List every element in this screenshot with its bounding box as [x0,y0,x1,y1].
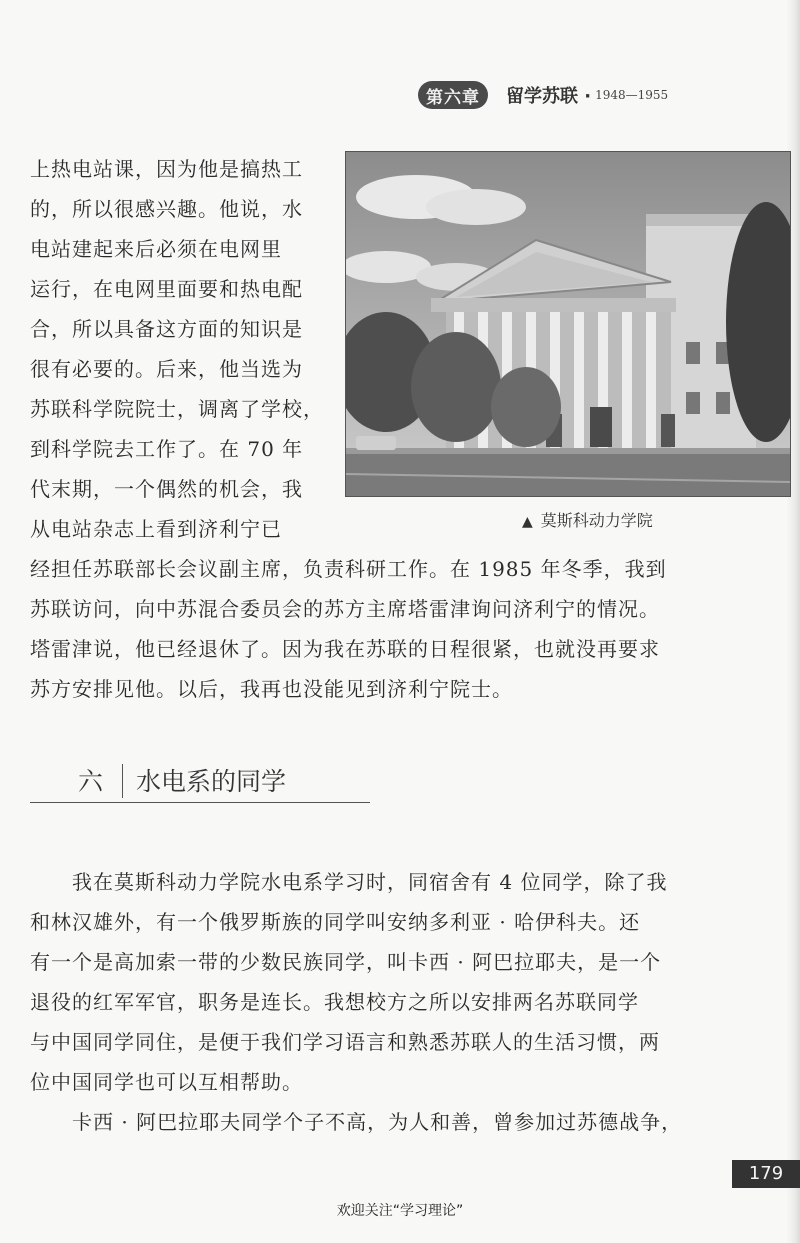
text-line: 苏方安排见他。以后，我再也没能见到济利宁院士。 [30,677,513,701]
text-line: 的，所以很感兴趣。他说，水 [30,197,303,221]
text-line: 和林汉雄外，有一个俄罗斯族的同学叫安纳多利亚 · 哈伊科夫。还 [30,910,641,934]
section-heading [30,760,370,804]
page-number: 179 [732,1160,800,1188]
text-line: 上热电站课，因为他是搞热工 [30,157,303,181]
text-line: 塔雷津说，他已经退休了。因为我在苏联的日程很紧，也就没再要求 [30,637,660,661]
text-line: 合，所以具备这方面的知识是 [30,317,303,341]
text-line: 电站建起来后必须在电网里 [30,237,282,261]
text-line: 有一个是高加索一带的少数民族同学，叫卡西 · 阿巴拉耶夫，是一个 [30,950,662,974]
triangle-icon: ▲ [522,514,533,530]
text-line: 卡西 · 阿巴拉耶夫同学个子不高，为人和善，曾参加过苏德战争， [72,1110,683,1134]
section-title: 水电系的同学 [136,767,287,796]
text-line: 与中国同学同住，是便于我们学习语言和熟悉苏联人的生活习惯，两 [30,1030,660,1054]
footer-text: 欢迎关注“学习理论” [336,1203,464,1219]
section-underline [30,802,370,803]
text-line: 代末期，一个偶然的机会，我 [30,477,303,501]
running-header [418,78,668,112]
section-divider [122,764,123,798]
paragraph-1-side [30,149,335,549]
paragraph-1-full [30,549,750,709]
text-line: 很有必要的。后来，他当选为 [30,357,303,381]
building-photo [345,151,791,497]
text-line: 经担任苏联部长会议副主席，负责科研工作。在 1985 年冬季，我到 [30,557,667,581]
text-line: 苏联科学院院士，调离了学校， [30,397,324,421]
chapter-badge: 第六章 [418,81,488,109]
text-line: 到科学院去工作了。在 70 年 [30,437,304,461]
text-line: 从电站杂志上看到济利宁已 [30,517,282,541]
chapter-years: 1948—1955 [595,88,669,102]
text-line: 苏联访问，向中苏混合委员会的苏方主席塔雷津询问济利宁的情况。 [30,597,660,621]
text-line: 退役的红军军官，职务是连长。我想校方之所以安排两名苏联同学 [30,990,639,1014]
building-illustration [346,152,790,496]
caption-text: 莫斯科动力学院 [540,511,653,530]
text-line: 位中国同学也可以互相帮助。 [30,1070,303,1094]
paragraph-2 [30,862,765,1142]
figure-caption [522,508,653,531]
chapter-title: 留学苏联 · [506,86,592,107]
text-line: 运行，在电网里面要和热电配 [30,277,303,301]
section-number: 六 [78,767,104,796]
text-line: 我在莫斯科动力学院水电系学习时，同宿舍有 4 位同学，除了我 [72,870,668,894]
